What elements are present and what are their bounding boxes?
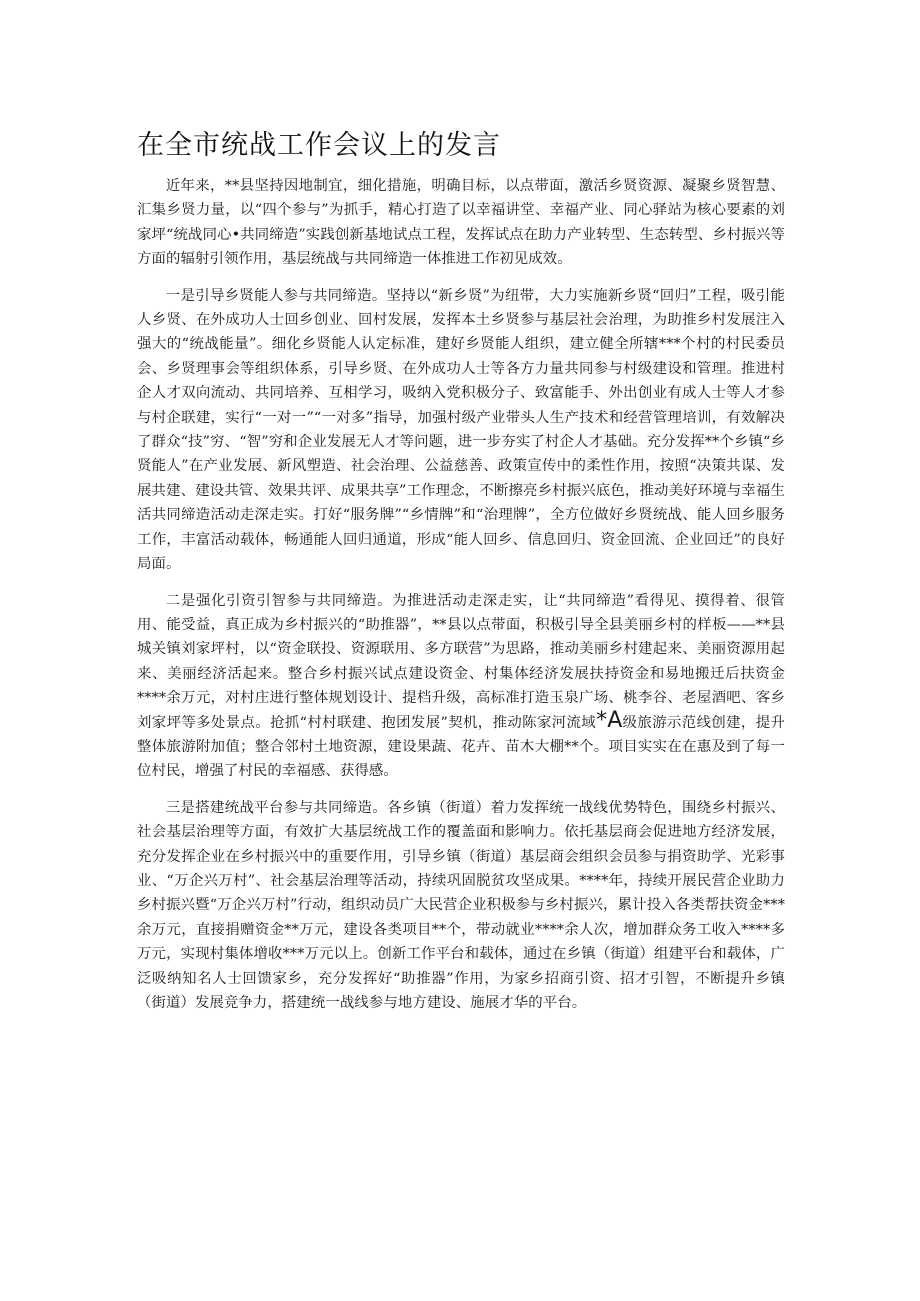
paragraph-one: 一是引导乡贤能人参与共同缔造。坚持以“新乡贤”为纽带，大力实施新乡贤“回归”工程，吸引能人乡贤、在外成功人士回乡创业、回村发展，发挥本土乡贤参与基层社会治理，为助推乡村发展注入强大的“统战能量”。细化乡贤能人认定标准，建好乡贤能人组织，建立健全所辖***个村的村民委员会、乡贤理事会等组织体系，引导乡贤、在外成功人士等各方力量共同参与村级建设和管理。推进村企人才双向流动、共同培养、互相学习，吸纳入党积极分子、致富能手、外出创业有成人士等人才参与村企联建，实行“一对一”“一对多”指导，加强村级产业带头人生产技术和经营管理培训，有效解决了群众“技”穷、“智”穷和企业发展无人才等问题，进一步夯实了村企人才基础。充分发挥**个乡镇“乡贤能人”在产业发展、新风塑造、社会治理、公益慈善、政策宣传中的柔性作用，按照“决策共谋、发展共建、建设共管、效果共评、成果共享”工作理念，不断擦亮乡村振兴底色，推动美好环境与幸福生活共同缔造活动走深走实。打好“服务牌”“乡情牌”和“治理牌”，全方位做好乡贤统战、能人回乡服务工作，丰富活动载体，畅通能人回归通道，形成“能人回乡、信息回归、资金回流、企业回迁”的良好局面。 — [137, 287, 785, 573]
inline-grade-mark: *A — [596, 707, 623, 733]
paragraph-three: 三是搭建统战平台参与共同缔造。各乡镇（街道）着力发挥统一战线优势特色，围绕乡村振兴、社会基层治理等方面，有效扩大基层统战工作的覆盖面和影响力。依托基层商会促进地方经济发展，充分发挥企业在乡村振兴中的重要作用，引导乡镇（街道）基层商会组织会员参与捐资助学、光彩事业、“万企兴万村”、社会基层治理等活动，持续巩固脱贫攻坚成果。****年，持续开展民营企业助力乡村振兴暨“万企兴万村”行动，组织动员广大民营企业积极参与乡村振兴，累计投入各类帮扶资金***余万元，直接捐赠资金**万元，建设各类项目**个，带动就业****余人次，增加群众务工收入****多万元，实现村集体增收***万元以上。创新工作平台和载体，通过在乡镇（街道）组建平台和载体，广泛吸纳知名人士回馈家乡，充分发挥好“助推器”作用，为家乡招商引资、招才引智，不断提升乡镇（街道）发展竞争力，搭建统一战线参与地方建设、施展才华的平台。 — [137, 799, 785, 1011]
paragraph-intro: 近年来，**县坚持因地制宜，细化措施，明确目标，以点带面，激活乡贤资源、凝聚乡贤智慧、汇集乡贤力量，以“四个参与”为抓手，精心打造了以幸福讲堂、幸福产业、同心驿站为核心要素的刘家坪“统战同心•共同缔造”实践创新基地试点工程，发挥试点在助力产业转型、生态转型、乡村振兴等方面的辐射引领作用，基层统战与共同缔造一体推进工作初见成效。 — [137, 178, 785, 268]
paragraph-two-text: 二是强化引资引智参与共同缔造。为推进活动走深走实，让“共同缔造”看得见、摸得着、很管用、能受益，真正成为乡村振兴的“助推器”，**县以点带面，积极引导全县美丽乡村的样板——**县城关镇刘家坪村，以“资金联投、资源联用、多方联营”为思路，推动美丽乡村建起来、美丽资源用起来、美丽经济活起来。整合乡村振兴试点建设资金、村集体经济发展扶持资金和易地搬迁后扶资金****余万元，对村庄进行整体规划设计、提档升级，高标准打造玉泉广场、桃李谷、老屋酒吧、客乡刘家坪等多处景点。抢抓“村村联建、抱团发展”契机，推动陈家河流域 — [137, 592, 785, 731]
document-title: 在全市统战工作会议上的发言 — [137, 130, 501, 161]
paragraph-two — [137, 589, 785, 784]
document-body — [137, 174, 785, 1027]
paragraph-two-tail: 级旅游示范线创建，提升整体旅游附加值；整合邻村土地资源，建设果蔬、花卉、苗木大棚**个。项目实实在在惠及到了每一位村民，增强了村民的幸福感、获得感。 — [137, 714, 785, 780]
